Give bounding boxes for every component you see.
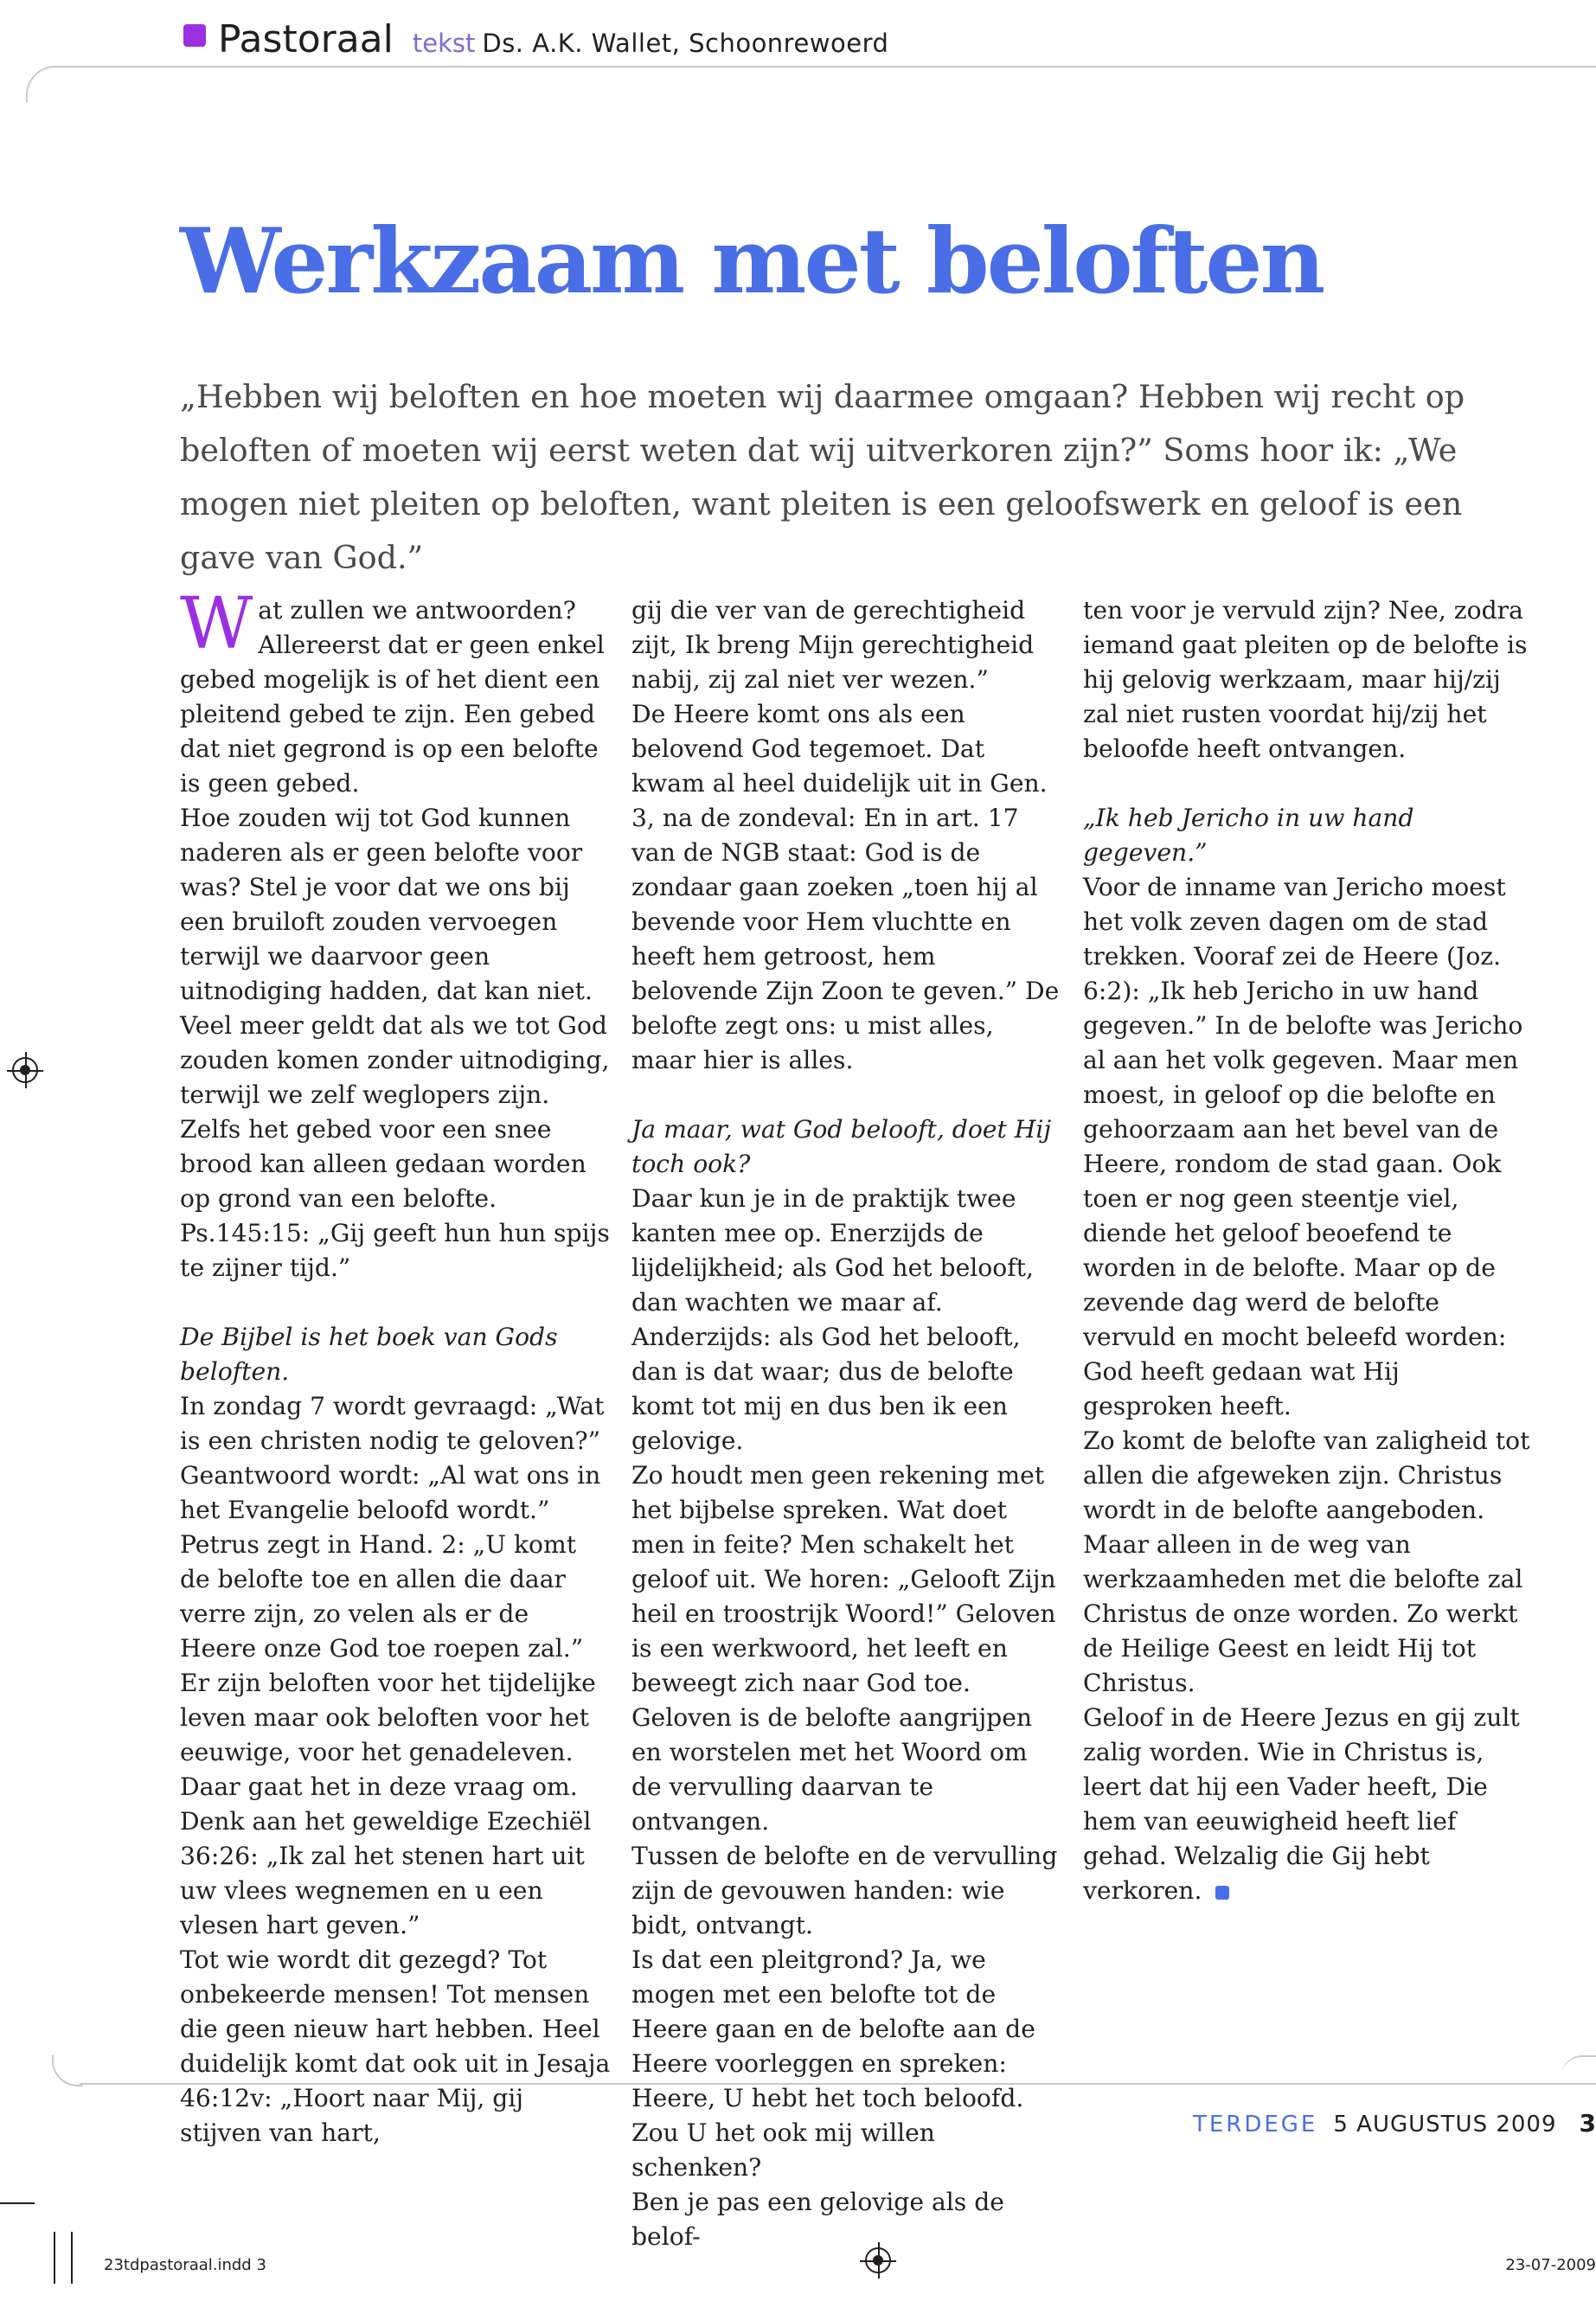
subheading: De Bijbel is het boek van Gods beloften. [180,1323,558,1386]
header-rule-curve [26,66,62,102]
page-footer [1193,2109,1596,2138]
paragraph: ten voor je vervuld zijn? Nee, zodra iemand gaat pleiten op de belofte is hij gelovig werkzaam, maar hij/zij zal niet rusten voordat hij/zij het beloofde heeft ontvangen. [1083,596,1528,763]
article-column-3 [1083,593,1533,1908]
paragraph: Hoe zouden wij tot God kunnen naderen als er geen belofte voor was? Stel je voor dat we ons bij een bruiloft zouden vervoegen terwijl we daarvoor geen uitnodiging hadden, dat kan niet. Veel meer geldt dat als we tot God zouden komen zonder uitnodiging, terwijl we zelf weglopers zijn. Zelfs het gebed voor een snee brood kan alleen gedaan worden op grond van een belofte. Ps.145:15: „Gij geeft hun hun spijs te zijner tijd.” [180,804,610,1282]
article-column-1 [180,583,612,2150]
footer-rule [80,2083,1596,2085]
paragraph: Voor de inname van Jericho moest het volk zeven dagen om de stad trekken. Vooraf zei de Heere (Joz. 6:2): „Ik heb Jericho in uw hand gegeven.” In de belofte was Jericho al aan het volk gegeven. Maar men moest, in geloof op die belofte en gehoorzaam aan het bevel van de Heere, rondom de stad gaan. Ook toen er nog geen steentje viel, diende het geloof beoefend te worden in de belofte. Maar op de zevende dag werd de belofte vervuld en mocht beleefd worden: God heeft gedaan wat Hij gesproken heeft. [1083,873,1523,1420]
paragraph: Is dat een pleitgrond? Ja, we mogen met een belofte tot de Heere gaan en de belofte aan de Heere voorleggen en spreken: Heere, U hebt het toch beloofd. Zou U het ook mij willen schenken? [631,1945,1035,2182]
closing-paragraph [1083,1701,1533,1908]
article-intro: „Hebben wij beloften en hoe moeten wij daarmee omgaan? Hebben wij recht op beloften of moeten wij eerst weten dat wij uitverkoren zijn?” Soms hoor ik: „We mogen niet pleiten op beloften, want pleiten is een geloofswerk en geloof is een gave van God.” [180,378,1465,576]
slug-filename: 23tdpastoraal.indd 3 [104,2256,266,2274]
paragraph-text: Geloof in de Heere Jezus en gij zult zalig worden. Wie in Christus is, leert dat hij een Vader heeft, Die hem van eeuwigheid heeft lief gehad. Welzalig die Gij hebt verkoren. [1083,1703,1520,1905]
paragraph: Daar kun je in de praktijk twee kanten mee op. Enerzijds de lijdelijkheid; als God het belooft, dan wachten we maar af. Anderzijds: als God het belooft, dan is dat waar; dus de belofte komt tot mij en dus ben ik een gelovige. [631,1184,1034,1455]
footer-rule-right-curve [1561,2055,1596,2085]
crop-mark [54,2232,55,2284]
paragraph-gap [631,1078,1064,1112]
registration-mark-icon [12,1057,38,1083]
slug-date: 23-07-2009 [1505,2256,1596,2274]
footer-rule-curve [52,2055,83,2086]
author-name: Ds. A.K. Wallet, Schoonrewoerd [482,29,889,58]
paragraph: gij die ver van de gerechtigheid zijt, Ik breng Mijn gerechtigheid nabij, zij zal niet ver wezen.” [631,596,1035,694]
paragraph: Zo houdt men geen rekening met het bijbelse spreken. Wat doet men in feite? Men schakelt het geloof uit. We horen: „Gelooft Zijn heil en troostrijk Woord!” Geloven is een werkwoord, het leeft en beweegt zich naar God toe. Geloven is de belofte aangrijpen en worstelen met het Woord om de vervulling daarvan te ontvangen. [631,1461,1056,1836]
paragraph-gap [180,1285,612,1320]
crop-mark [0,2202,35,2204]
paragraph: Tot wie wordt dit gezegd? Tot onbekeerde mensen! Tot mensen die geen nieuw hart hebben. Heel duidelijk komt dat ook uit in Jesaja 46:12v: „Hoort naar Mij, gij stijven van hart, [180,1945,611,2147]
paragraph: Tussen de belofte en de vervulling zijn de gevouwen handen: wie bidt, ontvangt. [631,1842,1058,1939]
header-rule [54,66,1596,67]
end-mark-icon [1215,1886,1229,1900]
section-marker-icon [183,24,206,47]
paragraph: De Heere komt ons als een belovend God tegemoet. Dat kwam al heel duidelijk uit in Gen. 3, na de zondeval: En in art. 17 van de NGB staat: God is de zondaar gaan zoeken „toen hij al bevende voor Hem vluchtte en heeft hem getroost, hem belovende Zijn Zoon te geven.” De belofte zegt ons: u mist alles, maar hier is alles. [631,700,1060,1074]
paragraph: In zondag 7 wordt gevraagd: „Wat is een christen nodig te geloven?” Geantwoord wordt: „Al wat ons in het Evangelie beloofd wordt.” Petrus zegt in Hand. 2: „U komt de belofte toe en allen die daar verre zijn, zo velen als er de Heere onze God toe roepen zal.” [180,1392,605,1663]
subheading: „Ik heb Jericho in uw hand gegeven.” [1083,804,1414,867]
article-column-2 [631,593,1064,2254]
magazine-name: TERDEGE [1192,2112,1318,2138]
paragraph: Ben je pas een gelovige als de belof- [631,2188,1004,2251]
section-header [183,17,888,66]
article-title: Werkzaam met beloften [180,208,1324,314]
tekst-label: tekst [412,29,476,58]
paragraph-text: at zullen we antwoorden? Allereerst dat er geen enkel gebed mogelijk is of het dient een pleitend gebed te zijn. Een gebed dat niet gegrond is op een belofte is geen gebed. [180,596,605,798]
crop-mark [71,2232,73,2284]
registration-mark-icon [865,2247,891,2273]
section-label: Pastoraal [218,17,394,61]
subheading: Ja maar, wat God belooft, doet Hij toch ook? [631,1115,1052,1178]
paragraph: Zo komt de belofte van zaligheid tot allen die afgeweken zijn. Christus wordt in de belofte aangeboden. Maar alleen in de weg van werkzaamheden met die belofte zal Christus de onze worden. Zo werkt de Heilige Geest en leidt Hij tot Christus. [1083,1426,1530,1697]
page-number: 3 [1579,2109,1596,2138]
opening-paragraph [180,583,612,801]
issue-date: 5 AUGUSTUS 2009 [1333,2112,1557,2138]
paragraph-gap [1083,766,1533,801]
drop-cap: W [180,583,253,665]
paragraph: Er zijn beloften voor het tijdelijke leven maar ook beloften voor het eeuwige, voor het genadeleven. Daar gaat het in deze vraag om. Denk aan het geweldige Ezechiël 36:26: „Ik zal het stenen hart uit uw vlees wegnemen en u een vlesen hart geven.” [180,1669,596,1939]
